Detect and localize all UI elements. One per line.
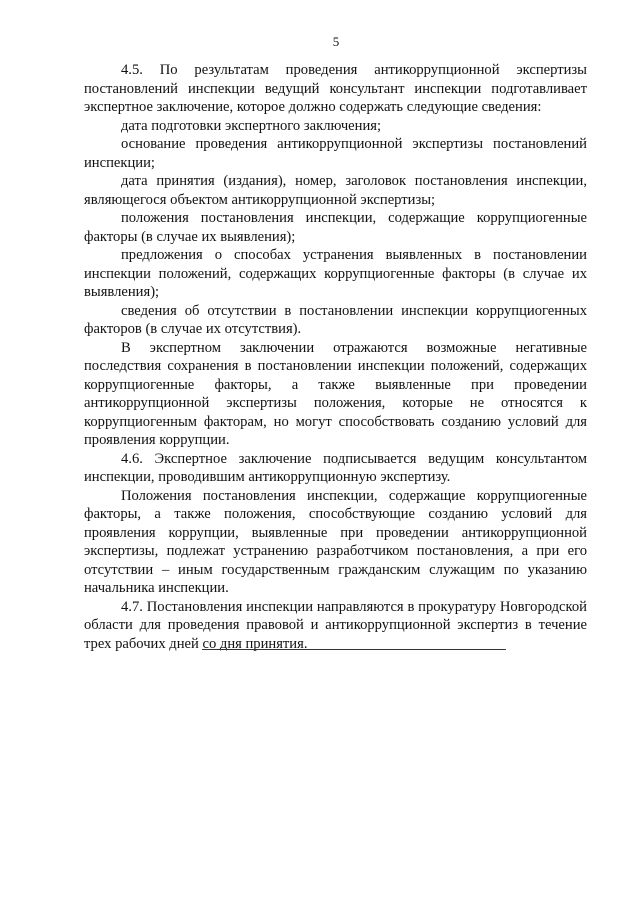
- list-item-absence-info: сведения об отсутствии в постановлении инспекции коррупциогенных факторов (в случае их отсутствия).: [84, 302, 587, 337]
- paragraph-4-7: 4.7. Постановления инспекции направляются в прокуратуру Новгородской области для проведения правовой и антикоррупционной экспертиз в течение трех рабочих дней со дня принятия.: [84, 598, 587, 652]
- paragraph-4-6: 4.6. Экспертное заключение подписывается ведущим консультантом инспекции, проводившим антикоррупционную экспертизу.: [84, 450, 587, 485]
- document-body: [84, 61, 587, 653]
- paragraph-consequences: В экспертном заключении отражаются возможные негативные последствия сохранения в постановлении инспекции положений, содержащих коррупциогенные факторы, а также выявленные при проведении антикоррупционной экспертизы положения, которые не относятся к коррупциогенным факторам, но могут способствовать созданию условий для проявления коррупции.: [84, 339, 587, 448]
- list-item-adoption-details: дата принятия (издания), номер, заголовок постановления инспекции, являющегося объектом антикоррупционной экспертизы;: [84, 173, 587, 208]
- list-item-corruption-factors: положения постановления инспекции, содержащие коррупциогенные факторы (в случае их выявления);: [84, 210, 587, 245]
- list-item-elimination-proposals: предложения о способах устранения выявленных в постановлении инспекции положений, содержащих коррупциогенные факторы (в случае их выявления);: [84, 247, 587, 300]
- list-item-basis: основание проведения антикоррупционной экспертизы постановлений инспекции;: [84, 136, 587, 171]
- paragraph-4-5: 4.5. По результатам проведения антикоррупционной экспертизы постановлений инспекции ведущий консультант инспекции подготавливает экспертное заключение, которое должно содержать следующие сведения:: [84, 62, 587, 115]
- paragraph-elimination: Положения постановления инспекции, содержащие коррупциогенные факторы, а также положения, способствующие созданию условий для проявления коррупции, выявленные при проведении антикоррупционной экспертизы, подлежат устранению разработчиком постановления, а при его отсутствии – иным государственным гражданским служащим по указанию начальника инспекции.: [84, 487, 587, 596]
- list-item-preparation-date: дата подготовки экспертного заключения;: [121, 117, 382, 134]
- end-of-text-divider: [202, 649, 506, 650]
- page-number: 5: [332, 34, 340, 49]
